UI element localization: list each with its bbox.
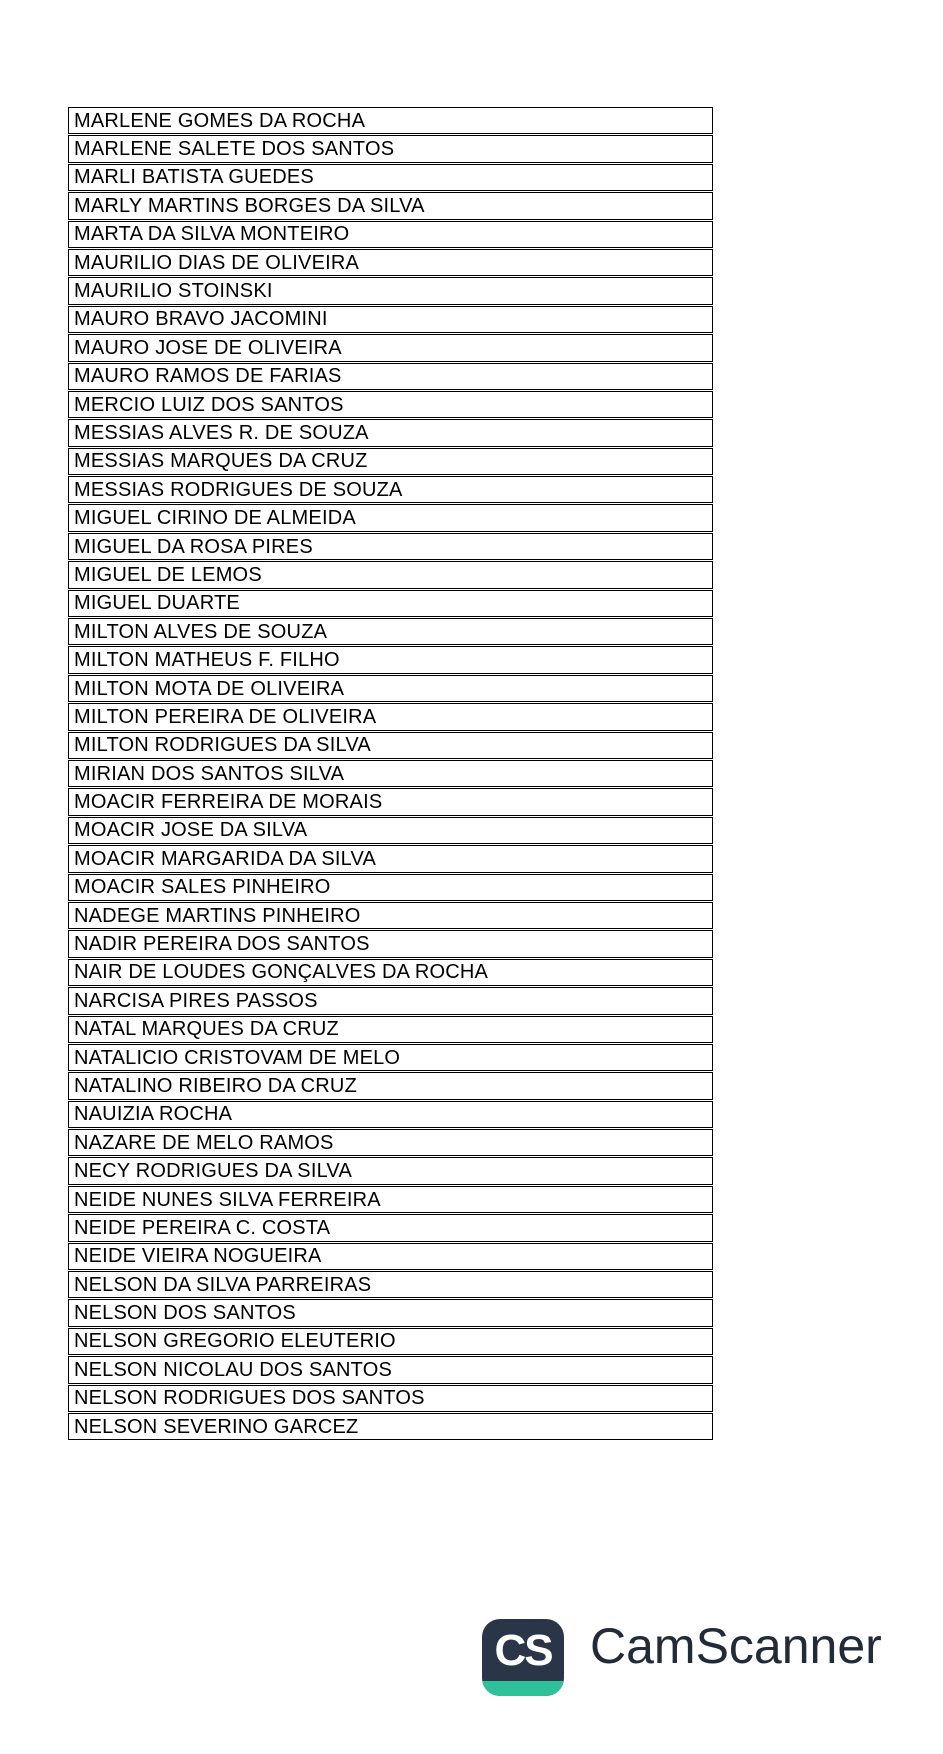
table-row — [68, 760, 713, 787]
table-row — [68, 1072, 713, 1099]
cs-initials-label: CS — [494, 1626, 552, 1675]
table-row — [68, 135, 713, 162]
person-name: MAURO BRAVO JACOMINI — [74, 308, 328, 331]
table-row — [68, 930, 713, 957]
table-row — [68, 192, 713, 219]
camscanner-wordmark: CamScanner — [590, 1618, 882, 1674]
table-row — [68, 561, 713, 588]
table-row — [68, 902, 713, 929]
table-row — [68, 703, 713, 730]
table-row — [68, 874, 713, 901]
table-row — [68, 419, 713, 446]
person-name: MAURO RAMOS DE FARIAS — [74, 365, 342, 388]
person-name: MILTON RODRIGUES DA SILVA — [74, 734, 371, 757]
table-row — [68, 959, 713, 986]
person-name: MIRIAN DOS SANTOS SILVA — [74, 762, 345, 785]
table-row — [68, 221, 713, 248]
table-row — [68, 1271, 713, 1298]
person-name: NATALICIO CRISTOVAM DE MELO — [74, 1046, 401, 1069]
person-name: MERCIO LUIZ DOS SANTOS — [74, 393, 344, 416]
person-name: NADEGE MARTINS PINHEIRO — [74, 904, 361, 927]
person-name: NELSON GREGORIO ELEUTERIO — [74, 1330, 396, 1353]
person-name: MARLI BATISTA GUEDES — [74, 166, 314, 189]
person-name: MARLENE GOMES DA ROCHA — [74, 109, 366, 132]
person-name: NAUIZIA ROCHA — [74, 1103, 233, 1126]
person-name: MARTA DA SILVA MONTEIRO — [74, 223, 350, 246]
table-row — [68, 845, 713, 872]
person-name: NATAL MARQUES DA CRUZ — [74, 1018, 339, 1041]
table-row — [68, 249, 713, 276]
person-name: NARCISA PIRES PASSOS — [74, 989, 318, 1012]
person-name: MESSIAS RODRIGUES DE SOUZA — [74, 478, 403, 501]
person-name: MILTON ALVES DE SOUZA — [74, 620, 328, 643]
table-row — [68, 1413, 713, 1440]
table-row — [68, 1299, 713, 1326]
table-row — [68, 448, 713, 475]
table-row — [68, 1044, 713, 1071]
table-row — [68, 987, 713, 1014]
person-name: MOACIR SALES PINHEIRO — [74, 876, 331, 899]
person-name: MESSIAS MARQUES DA CRUZ — [74, 450, 368, 473]
person-name: MAURILIO STOINSKI — [74, 280, 273, 303]
table-row — [68, 1129, 713, 1156]
person-name: NADIR PEREIRA DOS SANTOS — [74, 933, 370, 956]
person-name: MILTON MOTA DE OLIVEIRA — [74, 677, 345, 700]
table-row — [68, 817, 713, 844]
person-name: MIGUEL DE LEMOS — [74, 563, 262, 586]
table-row — [68, 363, 713, 390]
cs-accent-bar — [482, 1681, 564, 1696]
table-row — [68, 1328, 713, 1355]
person-name: NEIDE PEREIRA C. COSTA — [74, 1216, 331, 1239]
person-name: MILTON PEREIRA DE OLIVEIRA — [74, 705, 377, 728]
person-name: MOACIR FERREIRA DE MORAIS — [74, 791, 383, 814]
table-row — [68, 1385, 713, 1412]
table-row — [68, 1101, 713, 1128]
person-name: MIGUEL CIRINO DE ALMEIDA — [74, 507, 356, 530]
table-row — [68, 1214, 713, 1241]
table-row — [68, 334, 713, 361]
person-name: NEIDE NUNES SILVA FERREIRA — [74, 1188, 381, 1211]
table-row — [68, 1157, 713, 1184]
person-name: NELSON NICOLAU DOS SANTOS — [74, 1358, 393, 1381]
person-name: MIGUEL DUARTE — [74, 592, 240, 615]
camscanner-watermark — [482, 1619, 882, 1696]
table-row — [68, 788, 713, 815]
person-name: NELSON RODRIGUES DOS SANTOS — [74, 1387, 425, 1410]
person-name: MOACIR MARGARIDA DA SILVA — [74, 847, 377, 870]
camscanner-logo-icon — [482, 1619, 564, 1696]
table-row — [68, 1243, 713, 1270]
table-row — [68, 391, 713, 418]
person-name: NELSON DA SILVA PARREIRAS — [74, 1273, 372, 1296]
table-row — [68, 675, 713, 702]
person-name: MIGUEL DA ROSA PIRES — [74, 535, 313, 558]
person-name: MAURO JOSE DE OLIVEIRA — [74, 336, 342, 359]
person-name: NATALINO RIBEIRO DA CRUZ — [74, 1074, 357, 1097]
person-name: MAURILIO DIAS DE OLIVEIRA — [74, 251, 360, 274]
person-name: MOACIR JOSE DA SILVA — [74, 819, 308, 842]
person-name: MARLY MARTINS BORGES DA SILVA — [74, 194, 425, 217]
names-table — [68, 107, 713, 1441]
person-name: MARLENE SALETE DOS SANTOS — [74, 138, 395, 161]
person-name: NECY RODRIGUES DA SILVA — [74, 1160, 353, 1183]
person-name: NAIR DE LOUDES GONÇALVES DA ROCHA — [74, 961, 489, 984]
table-row — [68, 504, 713, 531]
table-row — [68, 618, 713, 645]
table-row — [68, 107, 713, 134]
table-row — [68, 277, 713, 304]
person-name: MESSIAS ALVES R. DE SOUZA — [74, 421, 369, 444]
table-row — [68, 1186, 713, 1213]
table-row — [68, 646, 713, 673]
table-row — [68, 590, 713, 617]
person-name: MILTON MATHEUS F. FILHO — [74, 649, 340, 672]
table-row — [68, 533, 713, 560]
table-row — [68, 732, 713, 759]
table-row — [68, 1016, 713, 1043]
person-name: NELSON SEVERINO GARCEZ — [74, 1415, 359, 1438]
table-row — [68, 1356, 713, 1383]
table-row — [68, 306, 713, 333]
person-name: NELSON DOS SANTOS — [74, 1302, 296, 1325]
person-name: NAZARE DE MELO RAMOS — [74, 1131, 334, 1154]
table-row — [68, 164, 713, 191]
person-name: NEIDE VIEIRA NOGUEIRA — [74, 1245, 322, 1268]
table-row — [68, 476, 713, 503]
